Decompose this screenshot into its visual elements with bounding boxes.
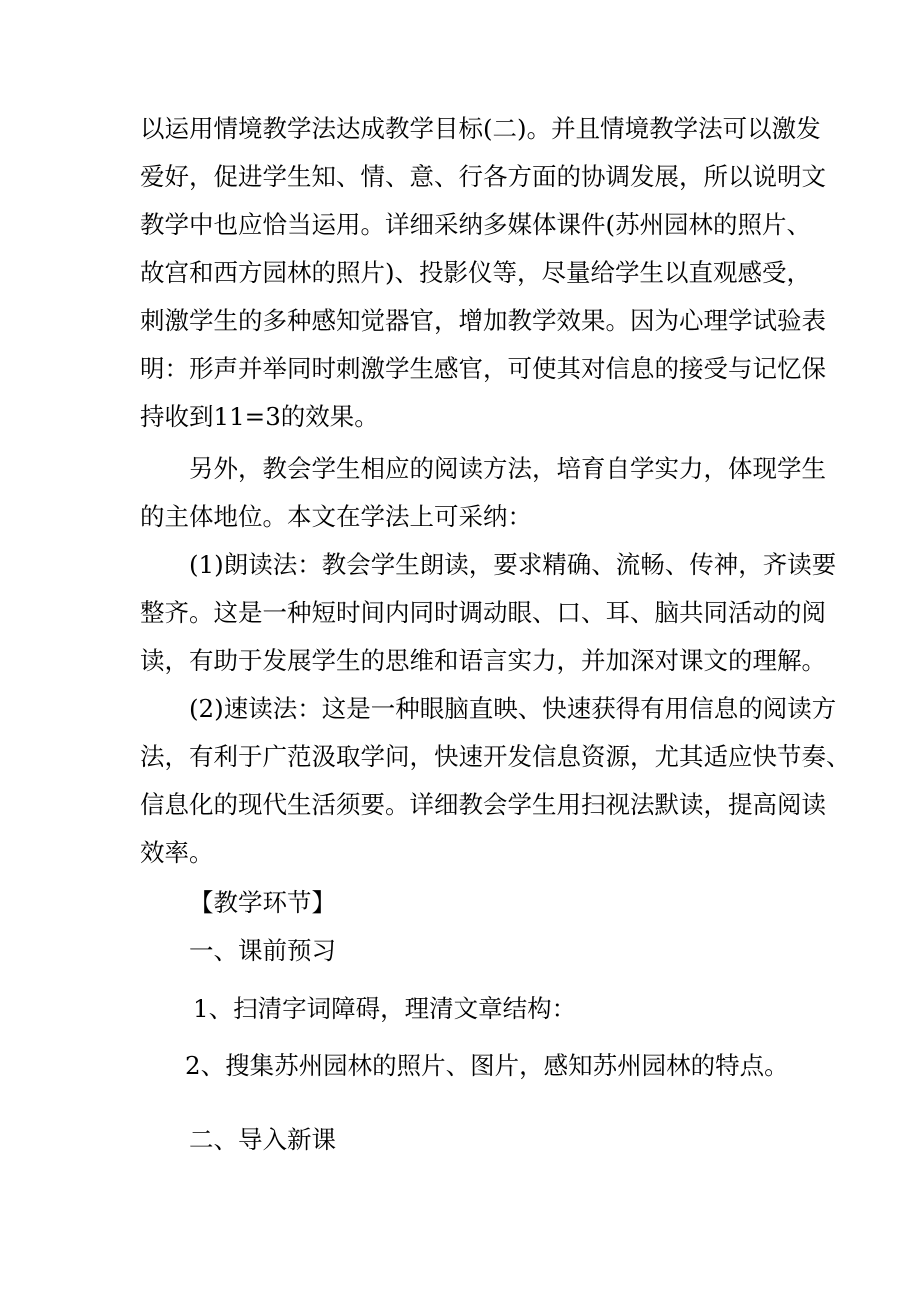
paragraph-line: 的主体地位。本文在学法上可采纳： bbox=[140, 502, 532, 531]
part-two-heading: 二、导入新课 bbox=[189, 1125, 336, 1154]
paragraph-line: 整齐。这是一种短时间内同时调动眼、口、耳、脑共同活动的阅 bbox=[140, 598, 826, 627]
step-two-item: 2、搜集苏州园林的照片、图片，感知苏州园林的特点。 bbox=[185, 1051, 789, 1080]
paragraph-line: 明：形声并举同时刺激学生感官，可使其对信息的接受与记忆保 bbox=[140, 354, 826, 383]
paragraph-line: 以运用情境教学法达成教学目标(二)。并且情境教学法可以激发 bbox=[140, 114, 821, 143]
paragraph-line: 另外，教会学生相应的阅读方法，培育自学实力，体现学生 bbox=[189, 454, 826, 483]
paragraph-line: 效率。 bbox=[140, 838, 214, 867]
paragraph-line: 信息化的现代生活须要。详细教会学生用扫视法默读，提高阅读 bbox=[140, 790, 826, 819]
paragraph-line: 持收到11=3的效果。 bbox=[140, 402, 379, 431]
paragraph-line: (2)速读法：这是一种眼脑直映、快速获得有用信息的阅读方 bbox=[189, 694, 837, 723]
paragraph-line: 读，有助于发展学生的思维和语言实力，并加深对课文的理解。 bbox=[140, 646, 826, 675]
part-one-heading: 一、课前预习 bbox=[189, 936, 336, 965]
paragraph-line: (1)朗读法：教会学生朗读，要求精确、流畅、传神，齐读要 bbox=[189, 550, 837, 579]
paragraph-line: 故宫和西方园林的照片)、投影仪等，尽量给学生以直观感受， bbox=[140, 258, 812, 287]
section-title: 【教学环节】 bbox=[189, 888, 336, 917]
paragraph-line: 教学中也应恰当运用。详细采纳多媒体课件(苏州园林的照片、 bbox=[140, 210, 812, 239]
paragraph-line: 爱好，促进学生知、情、意、行各方面的协调发展，所以说明文 bbox=[140, 162, 826, 191]
paragraph-line: 法，有利于广范汲取学问，快速开发信息资源，尤其适应快节奏、 bbox=[140, 742, 851, 771]
step-one-item: 1、扫清字词障碍，理清文章结构： bbox=[193, 994, 577, 1023]
paragraph-line: 刺激学生的多种感知觉器官，增加教学效果。因为心理学试验表 bbox=[140, 306, 826, 335]
